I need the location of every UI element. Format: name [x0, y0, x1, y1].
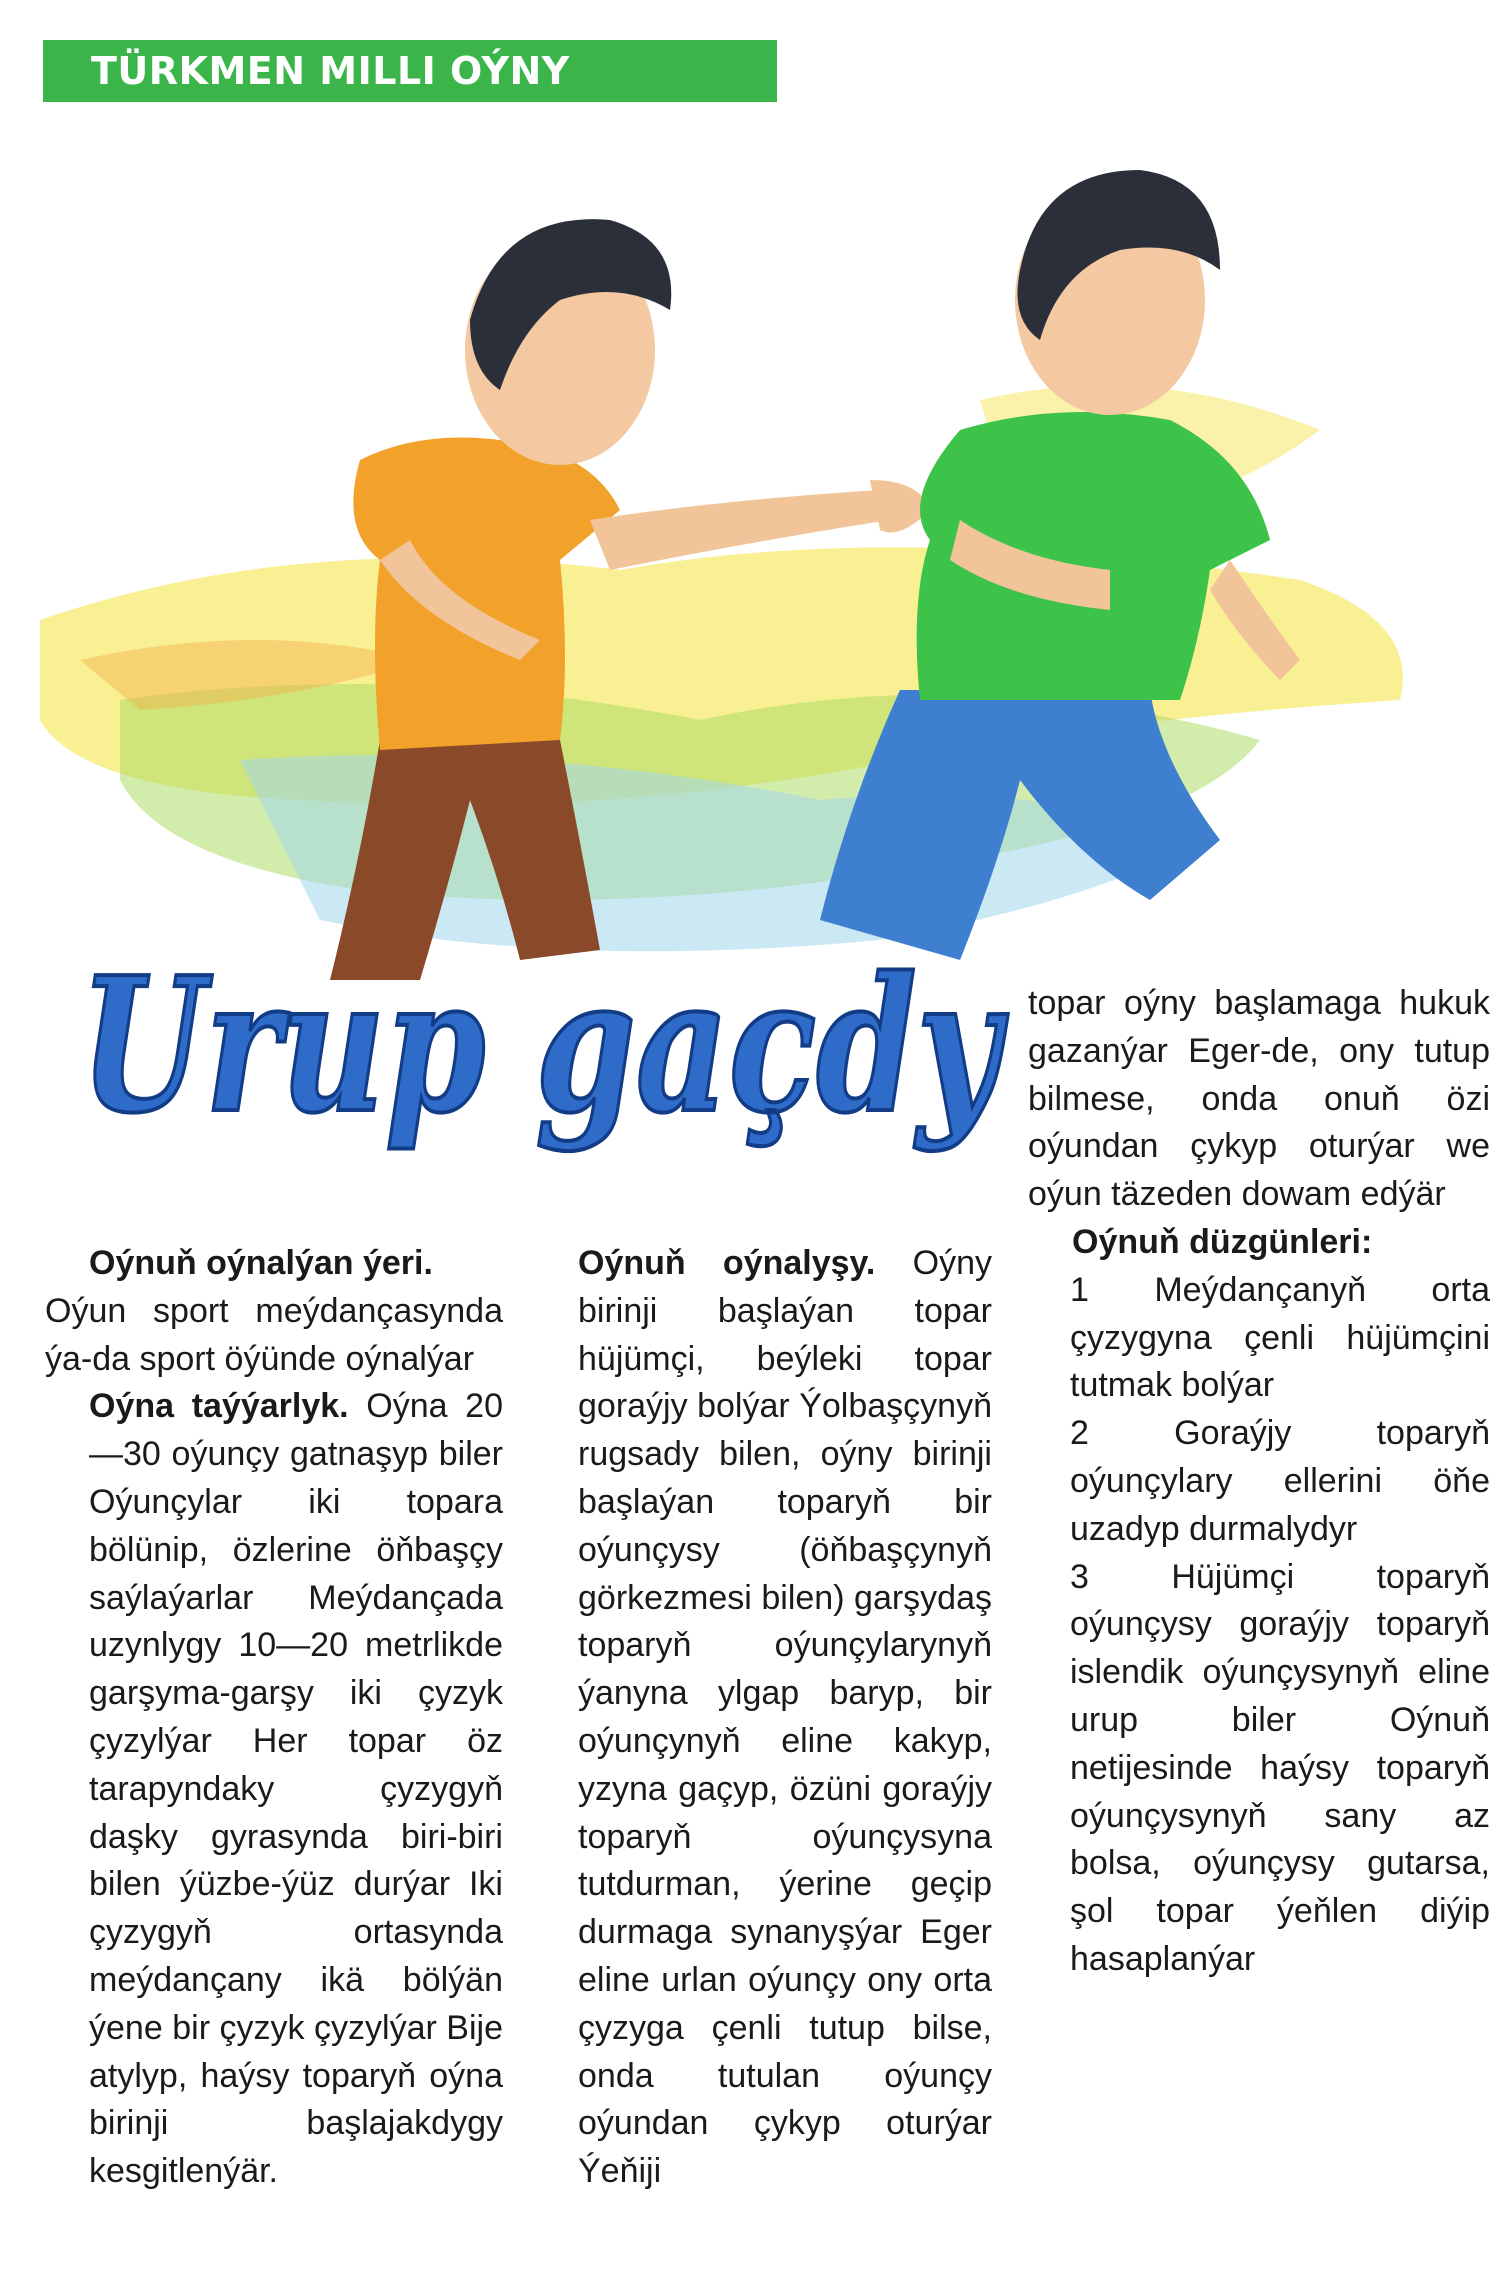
section-header: [43, 40, 777, 102]
col1-heading-prep: Oýna taýýarlyk. Oýna 20—30 oýunçy gatnaşyp biler Oýunçylar iki topara bölünip, özlerine öňbaşçy saýlaýarlar Meýdançada uzynlygy 10—20 metrlikde garşyma-garşy iki çyzyk çyzylýar Her topar öz tarapyndaky çyzygyň daşky gyrasynda biri-biri bilen ýüzbe-ýüz durýar Iki çyzygyň ortasynda meýdançany ikä bölýän ýene bir çyzyk çyzylýar Bije atylyp, haýsy toparyň oýna birinji başlajakdygy kesgitlenýär.: [89, 1387, 503, 2191]
rule-3: 3 Hüjümçi toparyň oýunçysy goraýjy toparyň islendik oýunçysynyň eline urup biler Oýnuň netijesinde haýsy toparyň oýunçysynyň sany az bolsa, oýunçysy gutarsa, şol topar ýeňlen diýip hasaplanýar: [1070, 1557, 1490, 1978]
column-3: [1028, 980, 1490, 1984]
column-1: [45, 1240, 503, 2196]
two-boys-running-illustration: [0, 100, 1512, 1000]
col3-heading-rules: Oýnuň düzgünleri:: [1072, 1222, 1373, 1261]
rule-2: 2 Goraýjy toparyň oýunçylary ellerini öňe uzadyp durmalydyr: [1070, 1414, 1490, 1548]
col1-place-text: Oýun sport meýdançasynda ýa-da sport öýünde oýnalýar: [45, 1291, 503, 1378]
column-2: [534, 1240, 992, 2196]
section-header-label: TÜRKMEN MILLI OÝNY: [91, 49, 570, 93]
col3-continued-text: topar oýny başlamaga hukuk gazanýar Eger-de, ony tutup bilmese, onda onuň özi oýundan çykyp oturýar we oýun täzeden dowam edýär: [1028, 984, 1490, 1214]
article-title: [60, 910, 1020, 1220]
col1-heading-place: Oýnuň oýnalýan ýeri.: [89, 1244, 433, 1282]
article-title-text: Urup gaçdy: [80, 936, 1009, 1154]
rule-1: 1 Meýdançanyň orta çyzygyna çenli hüjümçini tutmak bolýar: [1070, 1270, 1490, 1405]
col2-heading-play: Oýnuň oýnalyşy. Oýny birinji başlaýan topar hüjümçi, beýleki topar goraýjy bolýar Ýolbaşçynyň rugsady bilen, oýny birinji başlaýan toparyň bir oýunçysy (öňbaşçynyň görkezmesi bilen) garşydaş toparyň oýunçylarynyň ýanyna ylgap baryp, bir oýunçynyň eline kakyp, yzyna gaçyp, özüni goraýjy toparyň oýunçysyna tutdurman, ýerine geçip durmaga synanyşýar Eger eline urlan oýunçy ony orta çyzyga çenli tutup bilse, onda tutulan oýunçy oýundan çykyp oturýar Ýeňiji: [578, 1244, 992, 2191]
